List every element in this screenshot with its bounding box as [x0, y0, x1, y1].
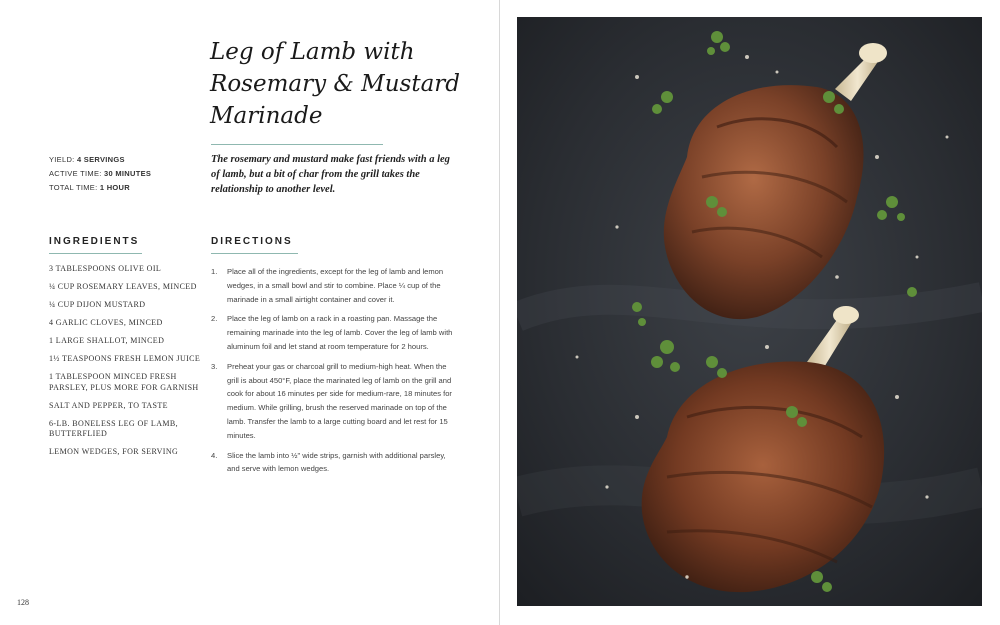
- yield-label: YIELD:: [49, 155, 75, 164]
- total-time-label: TOTAL TIME:: [49, 183, 98, 192]
- ingredients-rule: [49, 253, 142, 254]
- active-time-value: 30 MINUTES: [104, 169, 152, 178]
- step-text: Place all of the ingredients, except for the leg of lamb and lemon wedges, in a small bowl and stir to combine. Place ¼ cup of the marinade in a small airtight container and cover it.: [227, 267, 444, 304]
- direction-step: [211, 360, 459, 443]
- active-time-line: [49, 167, 199, 181]
- ingredient-item: 1½ TEASPOONS FRESH LEMON JUICE: [49, 354, 201, 363]
- yield-line: [49, 153, 199, 167]
- ingredient-item: ¼ CUP ROSEMARY LEAVES, MINCED: [49, 282, 197, 291]
- bone-tip: [833, 306, 859, 324]
- ingredient-item: 3 TABLESPOONS OLIVE OIL: [49, 264, 162, 273]
- total-time-line: [49, 181, 199, 195]
- title-rule: [211, 144, 383, 145]
- bone-tip: [859, 43, 887, 63]
- step-text: Preheat your gas or charcoal grill to medium-high heat. When the grill is about 450°F, place the marinated leg of lamb on the grill and cook for about 16 minutes per side for medium-rare, 18 minutes for medium. While grilling, brush the reserved marinade on top of the lamb. Transfer the lamb to a large cutting board and let rest for 15 minutes.: [227, 361, 452, 440]
- ingredient-item: SALT AND PEPPER, TO TASTE: [49, 400, 168, 410]
- ingredients-heading: INGREDIENTS: [49, 236, 140, 247]
- directions-list: [211, 265, 459, 482]
- right-page: [500, 0, 1000, 625]
- active-time-label: ACTIVE TIME:: [49, 169, 102, 178]
- step-text: Slice the lamb into ½" wide strips, garnish with additional parsley, and serve with lemon wedges.: [227, 450, 446, 474]
- recipe-intro: The rosemary and mustard make fast friends with a leg of lamb, but a bit of char from the grill takes the relationship to another level.: [211, 154, 450, 195]
- total-time-value: 1 HOUR: [99, 183, 130, 192]
- directions-heading: DIRECTIONS: [211, 236, 293, 247]
- page-number: 128: [17, 598, 29, 607]
- yield-value: 4 SERVINGS: [76, 155, 125, 164]
- step-number: 1.: [211, 267, 218, 276]
- ingredients-list: [49, 264, 209, 465]
- ingredient-item: 6-LB. BONELESS LEG OF LAMB, BUTTERFLIED: [49, 418, 179, 438]
- recipe-title: Leg of Lamb with Rosemary & Mustard Marinade: [210, 39, 461, 129]
- ingredient-item: 4 GARLIC CLOVES, MINCED: [49, 318, 163, 327]
- step-number: 3.: [211, 361, 218, 371]
- step-number: 4.: [211, 450, 218, 460]
- step-text: Place the leg of lamb on a rack in a roasting pan. Massage the remaining marinade into the leg of lamb. Cover the leg of lamb with aluminum foil and let stand at room temperature for 2 hours.: [227, 314, 453, 351]
- direction-step: [211, 265, 459, 306]
- ingredient-item: 1 LARGE SHALLOT, MINCED: [49, 336, 165, 345]
- ingredient-item: ¼ CUP DIJON MUSTARD: [49, 300, 146, 309]
- step-number: 2.: [211, 314, 218, 324]
- directions-rule: [211, 253, 298, 254]
- lamb-photo: [517, 17, 982, 606]
- ingredient-item: LEMON WEDGES, FOR SERVING: [49, 447, 179, 456]
- recipe-meta: [49, 153, 199, 195]
- ingredient-item: 1 TABLESPOON MINCED FRESH PARSLEY, PLUS MORE FOR GARNISH: [49, 372, 199, 392]
- direction-step: [211, 312, 459, 353]
- lamb-illustration: [517, 17, 982, 606]
- direction-step: [211, 449, 459, 477]
